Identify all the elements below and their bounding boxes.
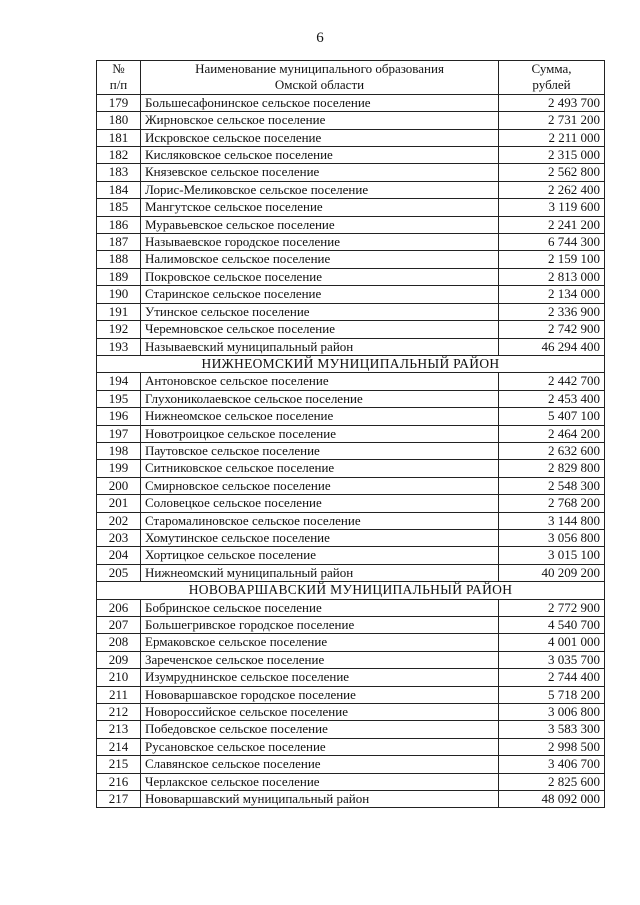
row-number: 183 [97, 164, 141, 181]
table-row [97, 251, 605, 268]
row-sum: 2 464 200 [499, 425, 605, 442]
row-name: Русановское сельское поселение [141, 738, 499, 755]
table-row [97, 303, 605, 320]
section-header-row [97, 355, 605, 372]
table-row [97, 512, 605, 529]
row-number: 205 [97, 564, 141, 581]
row-number: 217 [97, 791, 141, 808]
row-sum: 2 829 800 [499, 460, 605, 477]
row-number: 196 [97, 408, 141, 425]
row-name: Нижнеомский муниципальный район [141, 564, 499, 581]
row-sum: 48 092 000 [499, 791, 605, 808]
row-sum: 2 562 800 [499, 164, 605, 181]
row-sum: 2 262 400 [499, 181, 605, 198]
section-header-row [97, 582, 605, 599]
row-number: 212 [97, 704, 141, 721]
row-name: Новотроицкое сельское поселение [141, 425, 499, 442]
row-number: 202 [97, 512, 141, 529]
row-number: 210 [97, 669, 141, 686]
row-name: Утинское сельское поселение [141, 303, 499, 320]
table-row [97, 390, 605, 407]
row-number: 215 [97, 756, 141, 773]
table-header [97, 61, 605, 95]
row-sum: 2 159 100 [499, 251, 605, 268]
row-name: Черемновское сельское поселение [141, 321, 499, 338]
row-number: 188 [97, 251, 141, 268]
row-name: Изумруднинское сельское поселение [141, 669, 499, 686]
table-row [97, 529, 605, 546]
row-name: Большегривское городское поселение [141, 617, 499, 634]
row-sum: 2 548 300 [499, 477, 605, 494]
row-sum: 2 336 900 [499, 303, 605, 320]
row-number: 198 [97, 442, 141, 459]
table-row [97, 599, 605, 616]
column-header-sum [499, 61, 605, 95]
row-name: Ситниковское сельское поселение [141, 460, 499, 477]
table-row [97, 721, 605, 738]
column-header-sum-line2: рублей [532, 77, 571, 93]
row-sum: 3 406 700 [499, 756, 605, 773]
section-title: НОВОВАРШАВСКИЙ МУНИЦИПАЛЬНЫЙ РАЙОН [97, 582, 605, 599]
table-row [97, 268, 605, 285]
row-name: Ермаковское сельское поселение [141, 634, 499, 651]
row-sum: 3 583 300 [499, 721, 605, 738]
table-row [97, 286, 605, 303]
row-number: 180 [97, 112, 141, 129]
row-sum: 2 731 200 [499, 112, 605, 129]
column-header-number [97, 61, 141, 95]
row-sum: 40 209 200 [499, 564, 605, 581]
row-sum: 2 453 400 [499, 390, 605, 407]
row-sum: 2 742 900 [499, 321, 605, 338]
row-name: Антоновское сельское поселение [141, 373, 499, 390]
table-row [97, 495, 605, 512]
row-number: 200 [97, 477, 141, 494]
row-name: Новороссийское сельское поселение [141, 704, 499, 721]
row-sum: 3 119 600 [499, 199, 605, 216]
table-body [97, 94, 605, 808]
table-row [97, 338, 605, 355]
row-number: 191 [97, 303, 141, 320]
row-sum: 2 315 000 [499, 147, 605, 164]
row-number: 203 [97, 529, 141, 546]
table-row [97, 216, 605, 233]
table-row [97, 477, 605, 494]
row-sum: 2 134 000 [499, 286, 605, 303]
row-sum: 2 493 700 [499, 94, 605, 111]
table-row [97, 373, 605, 390]
row-name: Называевский муниципальный район [141, 338, 499, 355]
row-number: 184 [97, 181, 141, 198]
row-name: Кисляковское сельское поселение [141, 147, 499, 164]
table-row [97, 181, 605, 198]
row-name: Старинское сельское поселение [141, 286, 499, 303]
row-number: 209 [97, 651, 141, 668]
row-name: Старомалиновское сельское поселение [141, 512, 499, 529]
table-row [97, 704, 605, 721]
table-row [97, 234, 605, 251]
row-sum: 2 632 600 [499, 442, 605, 459]
row-sum: 2 813 000 [499, 268, 605, 285]
table-row [97, 94, 605, 111]
table-row [97, 408, 605, 425]
table-row [97, 651, 605, 668]
row-number: 197 [97, 425, 141, 442]
row-number: 216 [97, 773, 141, 790]
row-name: Глухониколаевское сельское поселение [141, 390, 499, 407]
row-sum: 2 241 200 [499, 216, 605, 233]
row-number: 214 [97, 738, 141, 755]
table-row [97, 425, 605, 442]
table-row [97, 669, 605, 686]
row-number: 185 [97, 199, 141, 216]
row-sum: 6 744 300 [499, 234, 605, 251]
row-number: 192 [97, 321, 141, 338]
row-name: Муравьевское сельское поселение [141, 216, 499, 233]
row-sum: 2 768 200 [499, 495, 605, 512]
table-row [97, 129, 605, 146]
row-sum: 5 718 200 [499, 686, 605, 703]
table-row [97, 547, 605, 564]
column-header-number-line2: п/п [109, 77, 128, 93]
table-row [97, 773, 605, 790]
table-row [97, 738, 605, 755]
table-row [97, 199, 605, 216]
table-row [97, 756, 605, 773]
row-number: 179 [97, 94, 141, 111]
row-number: 195 [97, 390, 141, 407]
row-number: 213 [97, 721, 141, 738]
table-row [97, 164, 605, 181]
header-row [97, 61, 605, 95]
row-name: Славянское сельское поселение [141, 756, 499, 773]
column-header-name-line1: Наименование муниципального образования [195, 61, 444, 76]
row-number: 187 [97, 234, 141, 251]
table-row [97, 617, 605, 634]
row-sum: 2 825 600 [499, 773, 605, 790]
table-row [97, 460, 605, 477]
row-name: Мангутское сельское поселение [141, 199, 499, 216]
row-name: Называевское городское поселение [141, 234, 499, 251]
row-sum: 2 772 900 [499, 599, 605, 616]
row-name: Нововаршавский муниципальный район [141, 791, 499, 808]
row-sum: 2 211 000 [499, 129, 605, 146]
row-number: 194 [97, 373, 141, 390]
row-number: 182 [97, 147, 141, 164]
row-number: 193 [97, 338, 141, 355]
row-name: Бобринское сельское поселение [141, 599, 499, 616]
row-number: 190 [97, 286, 141, 303]
row-name: Налимовское сельское поселение [141, 251, 499, 268]
table-row [97, 564, 605, 581]
row-sum: 3 144 800 [499, 512, 605, 529]
row-name: Смирновское сельское поселение [141, 477, 499, 494]
row-name: Хортицкое сельское поселение [141, 547, 499, 564]
row-name: Зареченское сельское поселение [141, 651, 499, 668]
row-number: 207 [97, 617, 141, 634]
row-sum: 4 540 700 [499, 617, 605, 634]
row-name: Князевское сельское поселение [141, 164, 499, 181]
row-name: Жирновское сельское поселение [141, 112, 499, 129]
row-name: Лорис-Меликовское сельское поселение [141, 181, 499, 198]
row-sum: 5 407 100 [499, 408, 605, 425]
row-number: 201 [97, 495, 141, 512]
row-number: 199 [97, 460, 141, 477]
row-name: Нововаршавское городское поселение [141, 686, 499, 703]
row-number: 211 [97, 686, 141, 703]
column-header-name [141, 61, 499, 95]
table-row [97, 147, 605, 164]
column-header-sum-line1: Сумма, [531, 61, 572, 76]
table-row [97, 442, 605, 459]
page-number: 6 [316, 30, 324, 46]
row-name: Победовское сельское поселение [141, 721, 499, 738]
row-name: Черлакское сельское поселение [141, 773, 499, 790]
row-name: Покровское сельское поселение [141, 268, 499, 285]
row-number: 208 [97, 634, 141, 651]
row-sum: 3 035 700 [499, 651, 605, 668]
table-row [97, 321, 605, 338]
funding-table [96, 60, 605, 808]
table-row [97, 634, 605, 651]
row-sum: 3 015 100 [499, 547, 605, 564]
row-number: 189 [97, 268, 141, 285]
row-sum: 4 001 000 [499, 634, 605, 651]
row-name: Большесафонинское сельское поселение [141, 94, 499, 111]
row-name: Паутовское сельское поселение [141, 442, 499, 459]
row-sum: 2 442 700 [499, 373, 605, 390]
section-title: НИЖНЕОМСКИЙ МУНИЦИПАЛЬНЫЙ РАЙОН [97, 355, 605, 372]
row-number: 206 [97, 599, 141, 616]
table-row [97, 686, 605, 703]
row-sum: 3 056 800 [499, 529, 605, 546]
row-name: Соловецкое сельское поселение [141, 495, 499, 512]
row-sum: 46 294 400 [499, 338, 605, 355]
table-row [97, 791, 605, 808]
row-number: 181 [97, 129, 141, 146]
row-number: 186 [97, 216, 141, 233]
row-name: Хомутинское сельское поселение [141, 529, 499, 546]
row-sum: 3 006 800 [499, 704, 605, 721]
row-sum: 2 998 500 [499, 738, 605, 755]
row-name: Искровское сельское поселение [141, 129, 499, 146]
column-header-name-line2: Омской области [274, 77, 365, 93]
row-name: Нижнеомское сельское поселение [141, 408, 499, 425]
column-header-number-line1: № [112, 61, 125, 76]
table-row [97, 112, 605, 129]
row-number: 204 [97, 547, 141, 564]
row-sum: 2 744 400 [499, 669, 605, 686]
